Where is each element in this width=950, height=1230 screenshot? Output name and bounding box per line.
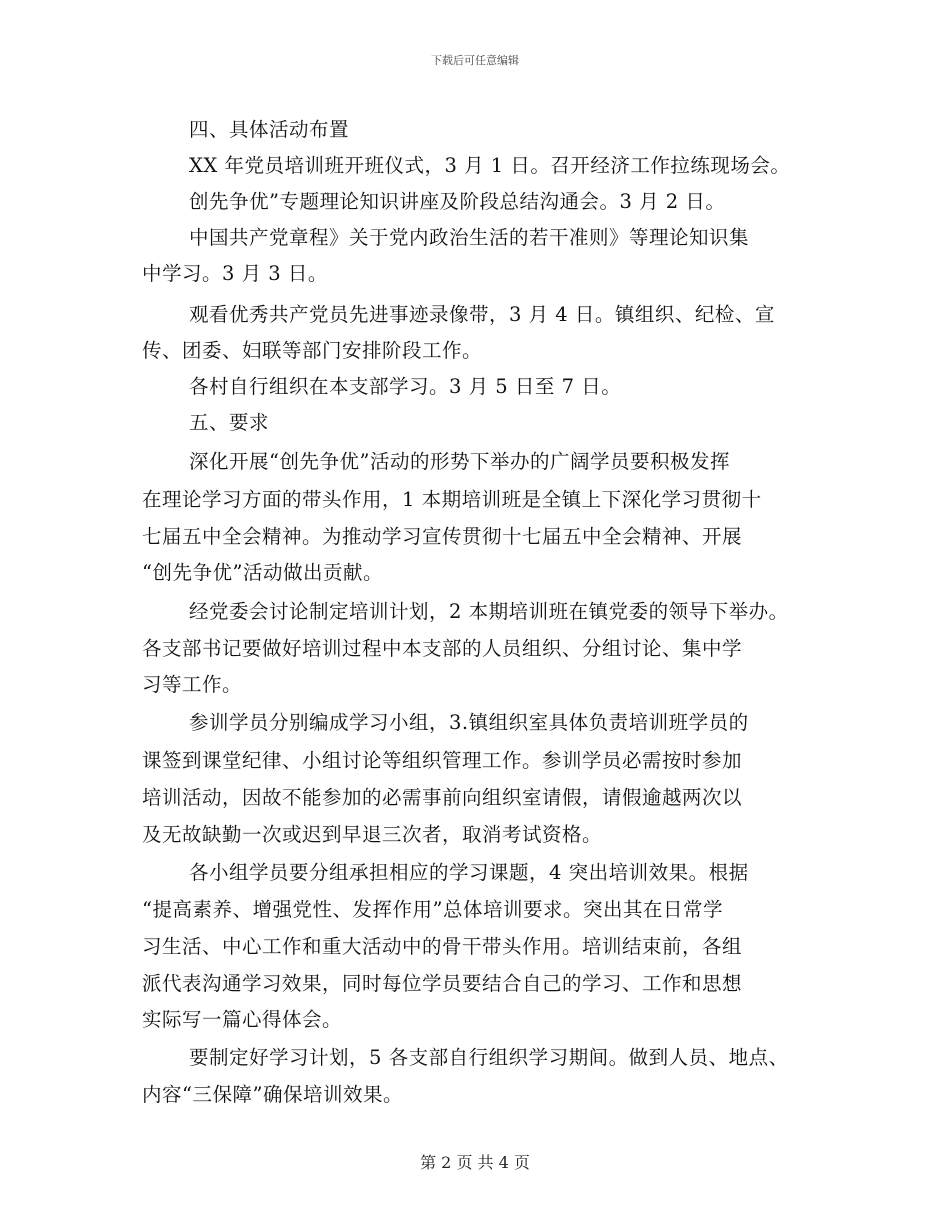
- paragraph-line: 各村自行组织在本支部学习。3 月 5 日至 7 日。: [189, 375, 622, 398]
- paragraph-line: 各支部书记要做好培训过程中本支部的人员组织、分组讨论、集中学: [142, 637, 743, 660]
- paragraph-line: 要制定好学习计划，5 各支部自行组织学习期间。做到人员、地点、: [189, 1046, 789, 1069]
- paragraph-line: “提高素养、增强党性、发挥作用”总体培训要求。突出其在日常学: [142, 898, 723, 921]
- paragraph-line: 传、团委、妇联等部门安排阶段工作。: [142, 339, 483, 362]
- paragraph-line: 内容“三保障”确保培训效果。: [142, 1083, 403, 1106]
- paragraph-line: 课签到课堂纪律、小组讨论等组织管理工作。参训学员必需按时参加: [142, 749, 743, 772]
- paragraph-line: 中学习。3 月 3 日。: [142, 262, 328, 285]
- page-number-footer: 第 2 页 共 4 页: [420, 1153, 530, 1172]
- page-header: 下载后可任意编辑: [431, 54, 519, 67]
- paragraph-line: 培训活动，因故不能参加的必需事前向组织室请假，请假逾越两次以: [142, 786, 743, 809]
- paragraph-line: 经党委会讨论制定培训计划，2 本期培训班在镇党委的领导下举办。: [189, 600, 789, 623]
- paragraph-line: 观看优秀共产党员先进事迹录像带，3 月 4 日。镇组织、纪检、宣: [189, 303, 775, 326]
- paragraph-line: 创先争优”专题理论知识讲座及阶段总结沟通会。3 月 2 日。: [189, 190, 726, 213]
- paragraph-line: 深化开展“创先争优”活动的形势下举办的广阔学员要积极发挥: [189, 450, 730, 473]
- paragraph-line: 在理论学习方面的带头作用，1 本期培训班是全镇上下深化学习贯彻十: [142, 488, 762, 511]
- section-heading: 四、具体活动布置: [189, 118, 350, 141]
- paragraph-line: 派代表沟通学习效果，同时每位学员要结合自己的学习、工作和思想: [142, 972, 743, 995]
- paragraph-line: 参训学员分别编成学习小组，3.镇组织室具体负责培训班学员的: [189, 711, 749, 734]
- paragraph-line: XX 年党员培训班开班仪式，3 月 1 日。召开经济工作拉练现场会。: [189, 154, 791, 177]
- section-heading: 五、要求: [189, 411, 270, 434]
- paragraph-line: 实际写一篇心得体会。: [142, 1008, 343, 1031]
- paragraph-line: 习等工作。: [142, 673, 243, 696]
- paragraph-line: “创先争优”活动做出贡献。: [142, 561, 383, 584]
- paragraph-line: 中国共产党章程》关于党内政治生活的若干准则》等理论知识集: [189, 226, 750, 249]
- paragraph-line: 七届五中全会精神。为推动学习宣传贯彻十七届五中全会精神、开展: [142, 525, 743, 548]
- paragraph-line: 习生活、中心工作和重大活动中的骨干带头作用。培训结束前，各组: [142, 935, 743, 958]
- paragraph-line: 各小组学员要分组承担相应的学习课题，4 突出培训效果。根据: [189, 861, 749, 884]
- paragraph-line: 及无故缺勤一次或迟到早退三次者，取消考试资格。: [142, 823, 603, 846]
